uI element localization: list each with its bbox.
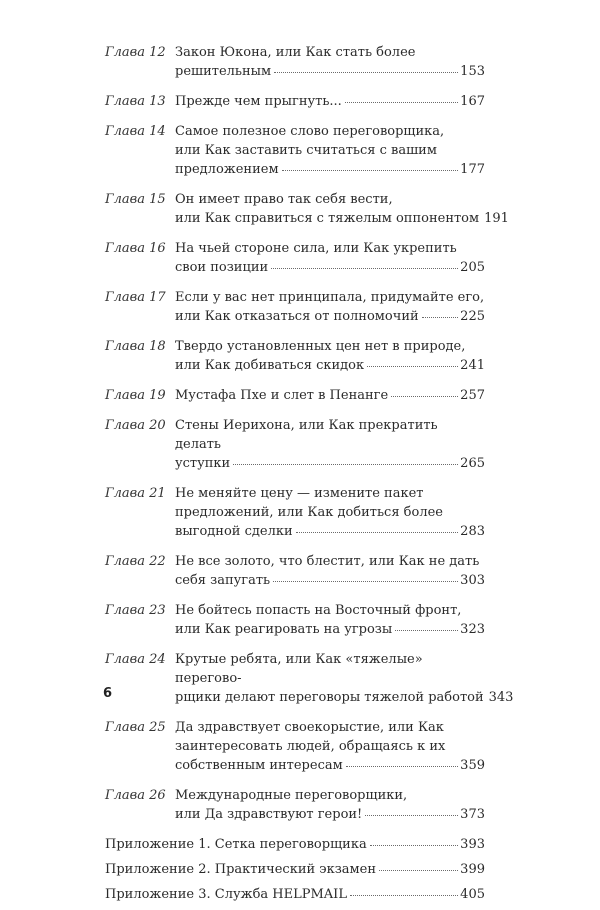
- dot-leader: [273, 581, 458, 582]
- chapter-title-last-line: [175, 756, 485, 775]
- chapter-title-line: Если у вас нет принципала, придумайте его,: [175, 290, 485, 305]
- chapter-title-last-line: [175, 209, 509, 228]
- dot-leader: [346, 766, 458, 767]
- page-ref: 283: [460, 524, 485, 539]
- chapter-title-line: Самое полезное слово переговорщика,: [175, 124, 445, 139]
- page-ref: 205: [460, 260, 485, 275]
- chapter-title-line: Международные переговорщики,: [175, 788, 408, 803]
- dot-leader: [422, 317, 459, 318]
- chapter-number: Глава 14: [105, 124, 166, 139]
- toc-entry: [105, 92, 485, 111]
- dot-leader: [365, 815, 458, 816]
- toc-entry: [105, 601, 485, 639]
- toc-entry: [105, 552, 485, 590]
- chapter-number: Глава 19: [105, 388, 166, 403]
- appendix-entry: [105, 860, 485, 879]
- chapter-title-last-line: [175, 258, 485, 277]
- page-ref: 177: [460, 162, 485, 177]
- chapter-title-last-line: [175, 356, 485, 375]
- appendix-line: [105, 885, 485, 904]
- page-ref: 265: [460, 456, 485, 471]
- appendix-title: Приложение 1. Сетка переговорщика: [105, 837, 367, 852]
- dot-leader: [282, 170, 459, 171]
- chapter-title-line: заинтересовать людей, обращаясь к их: [175, 739, 446, 754]
- chapter-title-line: рщики делают переговоры тяжелой работой: [175, 690, 484, 705]
- page-ref: 191: [484, 211, 509, 226]
- page-ref: 257: [460, 388, 485, 403]
- chapter-title: [175, 43, 485, 81]
- toc-entry: [105, 650, 514, 707]
- chapter-number: Глава 25: [105, 720, 166, 735]
- chapter-number: Глава 13: [105, 94, 166, 109]
- toc-entry: [105, 786, 485, 824]
- dot-leader: [296, 532, 459, 533]
- appendix-title: Приложение 3. Служба HELPMAIL: [105, 887, 347, 902]
- chapter-number: Глава 16: [105, 241, 166, 256]
- dot-leader: [233, 464, 458, 465]
- chapter-title: [175, 484, 485, 541]
- chapter-title-last-line: [175, 688, 514, 707]
- chapter-number: Глава 15: [105, 192, 166, 207]
- chapter-number: Глава 17: [105, 290, 166, 305]
- dot-leader: [395, 630, 458, 631]
- chapter-title-line: Мустафа Пхе и слет в Пенанге: [175, 388, 389, 403]
- chapter-title-last-line: [175, 805, 485, 824]
- toc-entry: [105, 484, 485, 541]
- page-ref: 303: [460, 573, 485, 588]
- toc-entry: [105, 43, 485, 81]
- table-of-contents: [105, 43, 514, 910]
- chapter-number: Глава 18: [105, 339, 166, 354]
- chapter-number: Глава 24: [105, 652, 166, 667]
- chapter-title-last-line: [175, 160, 485, 179]
- chapter-title-line: Твердо установленных цен нет в природе,: [175, 339, 466, 354]
- chapter-title-line: или Как реагировать на угрозы: [175, 622, 393, 637]
- dot-leader: [345, 102, 458, 103]
- chapter-title-line: Не бойтесь попасть на Восточный фронт,: [175, 603, 462, 618]
- toc-entry: [105, 386, 485, 405]
- chapter-title: [175, 239, 485, 277]
- appendix-line: [105, 835, 485, 854]
- appendix-line: [105, 860, 485, 879]
- dot-leader: [391, 396, 458, 397]
- chapter-title: [175, 337, 485, 375]
- toc-entry: [105, 239, 485, 277]
- chapter-title: [175, 601, 485, 639]
- chapter-title-line: Прежде чем прыгнуть...: [175, 94, 342, 109]
- chapter-title-line: Да здравствует своекорыстие, или Как: [175, 720, 444, 735]
- chapter-title-line: собственным интересам: [175, 758, 343, 773]
- page-ref: 323: [460, 622, 485, 637]
- toc-entry: [105, 288, 485, 326]
- chapter-title: [175, 718, 485, 775]
- chapter-title: [175, 122, 485, 179]
- chapter-title-last-line: [175, 522, 485, 541]
- chapter-title-line: предложений, или Как добиться более: [175, 505, 443, 520]
- chapter-title-line: или Как добиваться скидок: [175, 358, 365, 373]
- chapter-title-line: выгодной сделки: [175, 524, 293, 539]
- chapter-title-last-line: [175, 620, 485, 639]
- page-ref: 405: [460, 887, 485, 902]
- chapter-title-line: решительным: [175, 64, 272, 79]
- dot-leader: [367, 366, 458, 367]
- chapter-title-line: Закон Юкона, или Как стать более: [175, 45, 416, 60]
- page-ref: 241: [460, 358, 485, 373]
- page-ref: 399: [460, 862, 485, 877]
- toc-entry: [105, 337, 485, 375]
- page-ref: 373: [460, 807, 485, 822]
- page-number: 6: [103, 686, 113, 701]
- dot-leader: [271, 268, 458, 269]
- dot-leader: [274, 72, 458, 73]
- chapter-title: [175, 416, 485, 473]
- appendix-title: Приложение 2. Практический экзамен: [105, 862, 377, 877]
- toc-entry: [105, 122, 485, 179]
- chapter-title-line: себя запугать: [175, 573, 271, 588]
- toc-entry: [105, 416, 485, 473]
- appendix-entry: [105, 885, 485, 904]
- chapter-title-line: Стены Иерихона, или Как прекратить делать: [175, 418, 438, 452]
- chapter-title: [175, 650, 514, 707]
- chapter-title-line: Не все золото, что блестит, или Как не дать: [175, 554, 480, 569]
- chapter-title-line: свои позиции: [175, 260, 269, 275]
- page-ref: 393: [460, 837, 485, 852]
- page-ref: 225: [460, 309, 485, 324]
- chapter-title-line: предложением: [175, 162, 279, 177]
- chapter-title: [175, 190, 509, 228]
- chapter-number: Глава 22: [105, 554, 166, 569]
- page-ref: 359: [460, 758, 485, 773]
- dot-leader: [350, 895, 458, 896]
- chapter-title-line: или Да здравствуют герои!: [175, 807, 363, 822]
- chapter-number: Глава 20: [105, 418, 166, 433]
- chapter-title-last-line: [175, 92, 485, 111]
- page-ref: 153: [460, 64, 485, 79]
- page-ref: 167: [460, 94, 485, 109]
- chapter-title-last-line: [175, 571, 485, 590]
- toc-entry: [105, 190, 509, 228]
- chapter-number: Глава 21: [105, 486, 166, 501]
- dot-leader: [370, 845, 458, 846]
- page-ref: 343: [488, 690, 514, 705]
- chapter-title: [175, 386, 485, 405]
- chapter-title-last-line: [175, 386, 485, 405]
- appendix-entry: [105, 835, 485, 854]
- chapter-title-line: или Как справиться с тяжелым оппонентом: [175, 211, 480, 226]
- chapter-title-line: или Как отказаться от полномочий: [175, 309, 419, 324]
- chapter-title-last-line: [175, 62, 485, 81]
- chapter-title-line: Не меняйте цену — измените пакет: [175, 486, 424, 501]
- chapter-title-last-line: [175, 454, 485, 473]
- chapter-title-line: уступки: [175, 456, 231, 471]
- chapter-title: [175, 552, 485, 590]
- dot-leader: [379, 870, 458, 871]
- chapter-number: Глава 26: [105, 788, 166, 803]
- chapter-title: [175, 92, 485, 111]
- chapter-title: [175, 786, 485, 824]
- chapter-title-line: или Как заставить считаться с вашим: [175, 143, 437, 158]
- chapter-title-line: Крутые ребята, или Как «тяжелые» перегово-: [175, 652, 423, 686]
- chapter-number: Глава 23: [105, 603, 166, 618]
- toc-entry: [105, 718, 485, 775]
- chapter-title-last-line: [175, 307, 485, 326]
- chapter-number: Глава 12: [105, 45, 166, 60]
- chapter-title-line: Он имеет право так себя вести,: [175, 192, 393, 207]
- chapter-title: [175, 288, 485, 326]
- chapter-title-line: На чьей стороне сила, или Как укрепить: [175, 241, 457, 256]
